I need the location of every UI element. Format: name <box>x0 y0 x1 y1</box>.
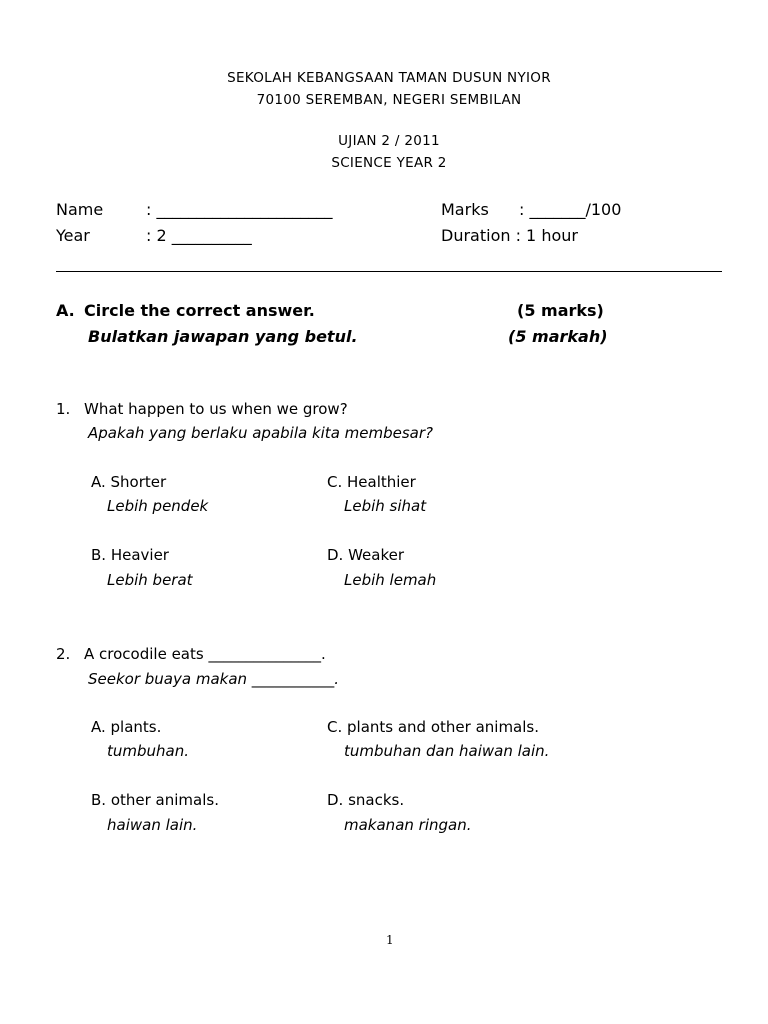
name-label: Name <box>56 200 104 219</box>
option-c[interactable]: C. plants and other animals. <box>327 718 539 736</box>
option-d[interactable]: D. snacks. <box>327 791 405 809</box>
exam-title: UJIAN 2 / 2011 <box>338 133 440 149</box>
section-instruction-en: Circle the correct answer. <box>84 301 315 320</box>
year-field: : 2 __________ <box>146 226 252 245</box>
question-number: 1. <box>56 400 71 418</box>
marks-field: : _______/100 <box>519 200 622 219</box>
option-a[interactable]: A. Shorter <box>91 473 167 491</box>
option-d-ms: makanan ringan. <box>344 816 472 834</box>
duration: Duration : 1 hour <box>441 226 578 245</box>
option-c[interactable]: C. Healthier <box>327 473 416 491</box>
option-a-ms: Lebih pendek <box>107 497 209 515</box>
school-name: SEKOLAH KEBANGSAAN TAMAN DUSUN NYIOR <box>227 70 551 86</box>
option-b[interactable]: B. Heavier <box>91 546 169 564</box>
subject-title: SCIENCE YEAR 2 <box>331 155 447 171</box>
option-d[interactable]: D. Weaker <box>327 546 405 564</box>
question-text-ms: Apakah yang berlaku apabila kita membesar? <box>88 424 433 442</box>
option-b[interactable]: B. other animals. <box>91 791 219 809</box>
option-a[interactable]: A. plants. <box>91 718 162 736</box>
section-instruction-ms: Bulatkan jawapan yang betul. <box>88 327 358 346</box>
name-field: : ______________________ <box>146 200 333 219</box>
question-text-en: What happen to us when we grow? <box>84 400 348 418</box>
section-marks-en: (5 marks) <box>517 301 604 320</box>
question-text-ms: Seekor buaya makan ___________. <box>88 670 340 688</box>
section-marks-ms: (5 markah) <box>508 327 608 346</box>
year-label: Year <box>56 226 90 245</box>
option-c-ms: tumbuhan dan haiwan lain. <box>344 742 550 760</box>
section-letter: A. <box>56 301 75 320</box>
marks-label: Marks <box>441 200 489 219</box>
option-d-ms: Lebih lemah <box>344 571 437 589</box>
option-a-ms: tumbuhan. <box>107 742 190 760</box>
question-text-en: A crocodile eats _______________. <box>84 645 326 663</box>
option-b-ms: Lebih berat <box>107 571 193 589</box>
question-number: 2. <box>56 645 71 663</box>
page-number: 1 <box>386 933 394 947</box>
instruction-en-text: Circle the correct answer <box>84 301 309 320</box>
instruction-ms-text: Bulatkan jawapan yang betul <box>88 327 352 346</box>
school-address: 70100 SEREMBAN, NEGERI SEMBILAN <box>256 92 522 108</box>
divider-line <box>56 271 722 272</box>
option-b-ms: haiwan lain. <box>107 816 198 834</box>
option-c-ms: Lebih sihat <box>344 497 427 515</box>
